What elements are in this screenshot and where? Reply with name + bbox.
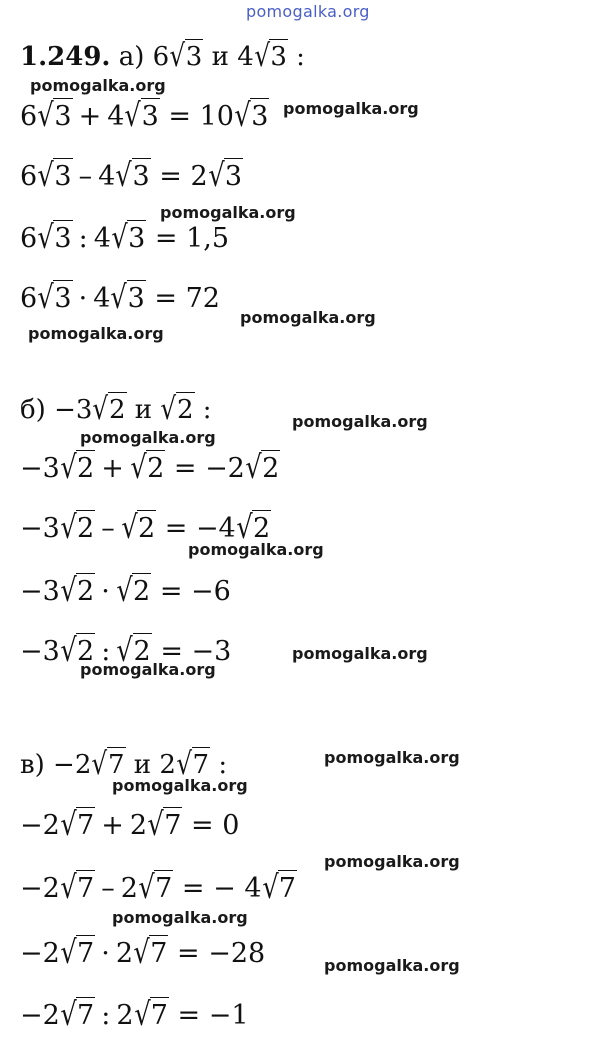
watermark: pomogalka.org (80, 428, 216, 447)
equation-b4: −3√2 : √2 = −3 (20, 632, 232, 670)
watermark: pomogalka.org (160, 203, 296, 222)
site-link[interactable]: pomogalka.org (246, 2, 370, 21)
equation-a2: 6√3 – 4√3 = 2√3 (20, 157, 243, 195)
watermark: pomogalka.org (30, 76, 166, 95)
equation-c4: −2√7 : 2√7 = −1 (20, 996, 249, 1034)
watermark: pomogalka.org (240, 308, 376, 327)
watermark: pomogalka.org (188, 540, 324, 559)
watermark: pomogalka.org (112, 776, 248, 795)
equation-c3: −2√7 · 2√7 = −28 (20, 934, 266, 972)
watermark: pomogalka.org (28, 324, 164, 343)
watermark: pomogalka.org (112, 908, 248, 927)
equation-c2: −2√7 – 2√7 = − 4√7 (20, 869, 296, 907)
problem-number: 1.249. (20, 42, 111, 72)
watermark: pomogalka.org (292, 412, 428, 431)
equation-a4: 6√3 · 4√3 = 72 (20, 279, 220, 317)
equation-b3: −3√2 · √2 = −6 (20, 572, 231, 610)
equation-c1: −2√7 + 2√7 = 0 (20, 806, 240, 844)
watermark: pomogalka.org (324, 956, 460, 975)
problem-header-b: б) −3√2 и √2 : (20, 391, 212, 428)
equation-a1: 6√3 + 4√3 = 10√3 (20, 97, 269, 135)
part-label-a: а) (118, 42, 145, 72)
equation-b2: −3√2 – √2 = −4√2 (20, 509, 271, 547)
equation-b1: −3√2 + √2 = −2√2 (20, 449, 280, 487)
watermark: pomogalka.org (324, 852, 460, 871)
watermark: pomogalka.org (292, 644, 428, 663)
watermark: pomogalka.org (324, 748, 460, 767)
problem-header-a: 1.249. а) 6√3 и 4√3 : (20, 38, 305, 75)
watermark: pomogalka.org (283, 99, 419, 118)
watermark: pomogalka.org (80, 660, 216, 679)
problem-header-c: в) −2√7 и 2√7 : (20, 746, 228, 783)
equation-a3: 6√3 : 4√3 = 1,5 (20, 219, 230, 257)
